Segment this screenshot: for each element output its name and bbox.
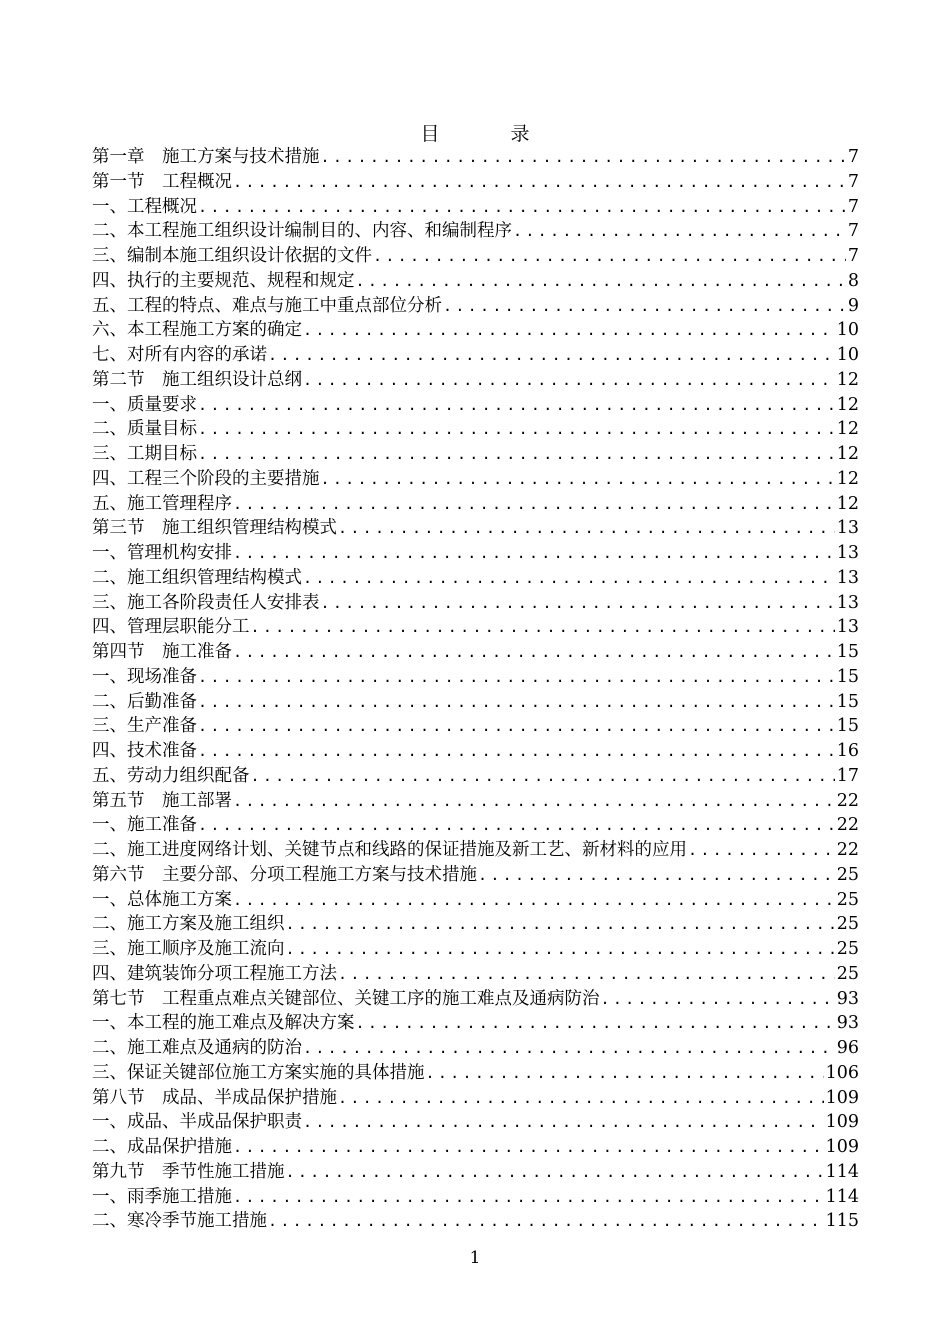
toc-entry[interactable] [92,912,859,937]
toc-entry-page: 15 [836,666,859,687]
toc-dot-leader [372,244,846,269]
toc-entry-page: 15 [836,691,859,712]
toc-dot-leader [302,1036,835,1061]
toc-entry-text: 二、成品保护措施 [92,1137,232,1157]
toc-entry-text: 四、管理层职能分工 [92,617,250,638]
toc-entry-text: 四、执行的主要规范、规程和规定 [92,270,355,291]
toc-dot-leader [337,516,835,541]
toc-entry[interactable] [92,541,859,566]
toc-dot-leader [267,343,835,368]
toc-entry-text: 第二节 施工组织设计总纲 [92,369,302,390]
toc-entry-text: 四、技术准备 [92,741,197,761]
toc-entry[interactable] [92,640,859,665]
toc-dot-leader [267,1209,824,1234]
toc-dot-leader [442,294,846,319]
toc-entry-page: 13 [836,518,859,539]
toc-entry-page: 13 [836,543,859,563]
toc-dot-leader [285,937,835,962]
toc-entry[interactable] [92,690,859,715]
toc-entry-page: 13 [836,592,859,613]
toc-entry-page: 9 [847,295,859,316]
toc-entry[interactable] [92,244,859,269]
toc-entry-text: 第一节 工程概况 [92,171,232,192]
toc-entry-page: 13 [836,567,859,588]
toc-entry[interactable] [92,739,859,764]
table-of-contents [92,145,859,1234]
toc-dot-leader [197,417,835,442]
toc-entry-page: 12 [836,419,859,440]
toc-entry-page: 109 [825,1087,859,1108]
toc-dot-leader [197,393,835,418]
toc-entry-page: 12 [836,444,859,464]
toc-entry[interactable] [92,368,859,393]
toc-entry-text: 四、建筑装饰分项工程施工方法 [92,963,337,984]
toc-dot-leader [425,1061,824,1086]
toc-entry[interactable] [92,1011,859,1036]
toc-entry-page: 25 [836,939,859,959]
toc-entry-page: 17 [836,765,859,786]
toc-entry-text: 三、保证关键部位施工方案实施的具体措施 [92,1062,425,1083]
toc-entry[interactable] [92,1135,859,1160]
toc-dot-leader [232,888,835,913]
toc-entry[interactable] [92,145,859,170]
toc-entry[interactable] [92,888,859,913]
toc-entry-text: 三、施工各阶段责任人安排表 [92,592,320,613]
toc-entry-text: 第一章 施工方案与技术措施 [92,147,320,167]
toc-entry-text: 二、质量目标 [92,419,197,440]
toc-entry-text: 一、现场准备 [92,666,197,687]
toc-entry-page: 15 [836,642,859,662]
toc-entry-page: 114 [825,1186,859,1207]
toc-dot-leader [197,739,835,764]
toc-entry[interactable] [92,863,859,888]
toc-entry-page: 22 [836,840,859,860]
toc-dot-leader [320,145,846,170]
toc-dot-leader [512,219,846,244]
toc-entry[interactable] [92,219,859,244]
toc-dot-leader [355,269,846,294]
toc-entry[interactable] [92,393,859,418]
toc-entry-page: 8 [847,270,859,291]
toc-entry[interactable] [92,1209,859,1234]
toc-entry-text: 七、对所有内容的承诺 [92,345,267,365]
toc-entry[interactable] [92,492,859,517]
toc-entry-page: 25 [836,889,859,910]
toc-entry-page: 12 [836,394,859,415]
toc-entry-text: 三、工期目标 [92,444,197,464]
toc-dot-leader [232,1135,824,1160]
toc-entry-page: 22 [836,790,859,811]
toc-entry[interactable] [92,789,859,814]
toc-entry-text: 第三节 施工组织管理结构模式 [92,518,337,539]
toc-entry-text: 一、雨季施工措施 [92,1186,232,1207]
toc-entry[interactable] [92,615,859,640]
toc-dot-leader [285,1160,824,1185]
toc-entry-text: 一、管理机构安排 [92,543,232,563]
toc-entry[interactable] [92,1185,859,1210]
toc-entry-page: 7 [847,196,859,217]
toc-entry-page: 12 [836,468,859,489]
toc-entry-page: 96 [836,1038,859,1058]
toc-entry-text: 二、施工方案及施工组织 [92,914,285,935]
toc-entry-page: 12 [836,369,859,390]
toc-entry-page: 16 [836,741,859,761]
toc-dot-leader [232,170,846,195]
toc-entry[interactable] [92,343,859,368]
toc-entry[interactable] [92,813,859,838]
toc-dot-leader [477,863,835,888]
toc-entry-page: 7 [847,246,859,266]
toc-entry-page: 7 [847,221,859,242]
toc-entry[interactable] [92,665,859,690]
toc-dot-leader [197,714,835,739]
toc-entry-text: 第六节 主要分部、分项工程施工方案与技术措施 [92,864,477,885]
toc-entry-text: 第九节 季节性施工措施 [92,1161,285,1182]
toc-entry[interactable] [92,516,859,541]
toc-entry-page: 25 [836,963,859,984]
toc-dot-leader [302,318,835,343]
toc-entry-text: 第四节 施工准备 [92,642,232,662]
toc-entry[interactable] [92,467,859,492]
toc-dot-leader [687,838,835,863]
toc-dot-leader [337,962,835,987]
toc-entry-text: 五、施工管理程序 [92,493,232,514]
toc-dot-leader [337,1086,824,1111]
toc-entry[interactable] [92,764,859,789]
toc-entry-text: 第八节 成品、半成品保护措施 [92,1087,337,1108]
toc-entry-text: 二、后勤准备 [92,691,197,712]
toc-entry-text: 四、工程三个阶段的主要措施 [92,468,320,489]
toc-entry-text: 一、成品、半成品保护职责 [92,1112,302,1133]
toc-entry[interactable] [92,294,859,319]
toc-dot-leader [355,1011,835,1036]
toc-entry[interactable] [92,591,859,616]
toc-title: 目 录 [420,123,556,145]
toc-entry[interactable] [92,269,859,294]
toc-entry-page: 114 [825,1161,859,1182]
toc-entry-page: 109 [825,1112,859,1133]
toc-dot-leader [232,1185,824,1210]
toc-entry-text: 二、施工难点及通病的防治 [92,1038,302,1058]
toc-entry[interactable] [92,1061,859,1086]
toc-dot-leader [302,566,835,591]
toc-dot-leader [197,195,846,220]
toc-dot-leader [600,987,835,1012]
toc-entry[interactable] [92,170,859,195]
toc-entry[interactable] [92,937,859,962]
toc-entry[interactable] [92,1160,859,1185]
toc-entry-page: 93 [836,1013,859,1034]
toc-dot-leader [197,690,835,715]
toc-entry[interactable] [92,962,859,987]
toc-entry-text: 三、生产准备 [92,716,197,737]
toc-entry-page: 13 [836,617,859,638]
toc-dot-leader [320,591,835,616]
toc-entry-text: 一、质量要求 [92,394,197,415]
toc-entry[interactable] [92,417,859,442]
toc-entry-page: 22 [836,815,859,836]
toc-entry-page: 25 [836,914,859,935]
toc-entry-text: 一、本工程的施工难点及解决方案 [92,1013,355,1034]
toc-entry-text: 五、劳动力组织配备 [92,765,250,786]
toc-entry-text: 三、施工顺序及施工流向 [92,939,285,959]
toc-dot-leader [302,1110,824,1135]
toc-entry[interactable] [92,318,859,343]
toc-dot-leader [197,442,835,467]
toc-dot-leader [285,912,835,937]
toc-entry[interactable] [92,1110,859,1135]
toc-entry-text: 一、工程概况 [92,196,197,217]
toc-dot-leader [250,615,835,640]
toc-entry[interactable] [92,838,859,863]
toc-dot-leader [250,764,835,789]
toc-entry-text: 第七节 工程重点难点关键部位、关键工序的施工难点及通病防治 [92,988,600,1009]
toc-entry-page: 15 [836,716,859,737]
page-number: 1 [469,1248,481,1268]
toc-entry-text: 二、本工程施工组织设计编制目的、内容、和编制程序 [92,221,512,242]
toc-dot-leader [197,665,835,690]
toc-entry-text: 二、施工组织管理结构模式 [92,567,302,588]
toc-entry-page: 10 [836,320,859,341]
toc-dot-leader [232,492,835,517]
toc-entry-page: 115 [825,1211,859,1232]
toc-entry-page: 10 [836,345,859,365]
toc-entry[interactable] [92,1086,859,1111]
toc-entry-page: 7 [847,147,859,167]
toc-entry[interactable] [92,195,859,220]
toc-dot-leader [197,813,835,838]
toc-entry-page: 93 [836,988,859,1009]
toc-entry-page: 109 [825,1137,859,1157]
toc-entry[interactable] [92,987,859,1012]
toc-entry[interactable] [92,566,859,591]
toc-dot-leader [232,541,835,566]
toc-entry-page: 25 [836,864,859,885]
toc-dot-leader [320,467,835,492]
toc-entry[interactable] [92,442,859,467]
toc-entry[interactable] [92,714,859,739]
toc-entry-text: 第五节 施工部署 [92,790,232,811]
toc-entry-text: 二、施工进度网络计划、关键节点和线路的保证措施及新工艺、新材料的应用 [92,840,687,860]
toc-entry-page: 7 [847,171,859,192]
toc-entry-text: 五、工程的特点、难点与施工中重点部位分析 [92,295,442,316]
toc-dot-leader [232,640,835,665]
toc-entry-text: 三、编制本施工组织设计依据的文件 [92,246,372,266]
toc-entry[interactable] [92,1036,859,1061]
toc-entry-page: 12 [836,493,859,514]
toc-entry-page: 106 [825,1062,859,1083]
toc-entry-text: 二、寒冷季节施工措施 [92,1211,267,1232]
toc-entry-text: 六、本工程施工方案的确定 [92,320,302,341]
toc-dot-leader [302,368,835,393]
toc-entry-text: 一、施工准备 [92,815,197,836]
toc-dot-leader [232,789,835,814]
toc-entry-text: 一、总体施工方案 [92,889,232,910]
